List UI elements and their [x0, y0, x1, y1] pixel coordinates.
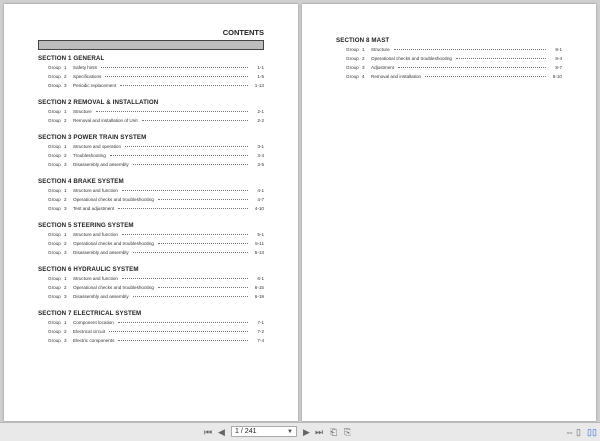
entry-title: Removal and installation of Unit — [73, 118, 138, 123]
toc-entry[interactable] — [38, 188, 264, 197]
toc-entry[interactable] — [38, 162, 264, 171]
entry-page-number: 2-2 — [257, 118, 264, 123]
toc-section — [38, 310, 264, 347]
entry-page-number: 8-4 — [555, 56, 562, 61]
entry-group-label: Group — [48, 338, 61, 343]
section-title[interactable]: SECTION 3 POWER TRAIN SYSTEM — [38, 134, 147, 141]
entry-group-number: 2 — [64, 285, 67, 290]
entry-title: Periodic replacement — [73, 83, 117, 88]
entry-title: Electric components — [73, 338, 115, 343]
entry-title: Safety hints — [73, 65, 98, 70]
dot-leader — [394, 49, 546, 50]
entry-group-number: 3 — [64, 250, 67, 255]
toc-section — [38, 134, 264, 171]
toc-entry[interactable] — [38, 206, 264, 215]
dot-leader — [133, 164, 248, 165]
entry-page-number: 5-1 — [257, 232, 264, 237]
page-number-field[interactable] — [231, 426, 297, 437]
prev-page-icon[interactable]: ◀ — [218, 427, 225, 437]
entry-group-label: Group — [48, 197, 61, 202]
next-page-icon[interactable]: ▶ — [303, 427, 310, 437]
dot-leader — [122, 190, 248, 191]
entry-title: Disassembly and assembly — [73, 250, 129, 255]
entry-group-number: 3 — [362, 65, 365, 70]
section-title[interactable]: SECTION 2 REMOVAL & INSTALLATION — [38, 99, 159, 106]
entry-page-number: 7-1 — [257, 320, 264, 325]
entry-page-number: 3-1 — [257, 144, 264, 149]
toc-entry[interactable] — [38, 250, 264, 259]
entry-group-label: Group — [48, 109, 61, 114]
entry-group-number: 1 — [64, 232, 67, 237]
entry-page-number: 4-1 — [257, 188, 264, 193]
section-title[interactable]: SECTION 6 HYDRAULIC SYSTEM — [38, 266, 139, 273]
toc-entry[interactable] — [38, 109, 264, 118]
dot-leader — [398, 67, 546, 68]
toc-section — [38, 55, 264, 92]
single-page-icon[interactable]: ▯ — [576, 427, 581, 437]
entry-group-label: Group — [48, 294, 61, 299]
contents-title-bar — [38, 40, 264, 50]
fit-width-icon[interactable]: ⇔ — [565, 427, 574, 437]
entry-page-number: 5-11 — [255, 241, 264, 246]
entry-title: Electrical circuit — [73, 329, 105, 334]
dot-leader — [142, 120, 248, 121]
entry-group-number: 1 — [64, 109, 67, 114]
entry-title: Operational checks and troubleshooting — [73, 197, 154, 202]
navigation-toolbar — [0, 422, 600, 441]
entry-group-label: Group — [48, 65, 61, 70]
entry-group-number: 2 — [64, 241, 67, 246]
section-title[interactable]: SECTION 5 STEERING SYSTEM — [38, 222, 134, 229]
entry-group-number: 1 — [64, 276, 67, 281]
entry-title: Operational checks and troubleshooting — [73, 241, 154, 246]
entry-group-number: 1 — [64, 65, 67, 70]
dot-leader — [96, 111, 248, 112]
last-page-icon[interactable]: ⏭ — [315, 427, 324, 437]
entry-title: Structure and operation — [73, 144, 122, 149]
toc-entry[interactable] — [38, 83, 264, 92]
dot-leader — [158, 243, 248, 244]
toc-entry[interactable] — [38, 241, 264, 250]
entry-group-number: 3 — [64, 83, 67, 88]
entry-group-number: 3 — [64, 206, 67, 211]
entry-page-number: 2-1 — [257, 109, 264, 114]
entry-page-number: 1-5 — [257, 74, 264, 79]
entry-group-label: Group — [48, 232, 61, 237]
entry-group-label: Group — [48, 250, 61, 255]
entry-group-number: 2 — [64, 197, 67, 202]
entry-title: Operational checks and troubleshooting — [371, 56, 452, 61]
total-pages: / 241 — [240, 428, 257, 435]
entry-page-number: 5-13 — [254, 250, 264, 255]
toc-section — [38, 99, 264, 127]
toc-entry[interactable] — [38, 65, 264, 74]
entry-title: Test and adjustment — [73, 206, 115, 211]
entry-page-number: 6-19 — [254, 294, 264, 299]
toc-entry[interactable] — [38, 74, 264, 83]
entry-group-label: Group — [48, 188, 61, 193]
entry-group-label: Group — [48, 320, 61, 325]
entry-page-number: 6-15 — [254, 285, 264, 290]
dot-leader — [122, 278, 248, 279]
toc-section — [38, 266, 264, 303]
entry-page-number: 8-7 — [555, 65, 562, 70]
entry-group-label: Group — [48, 206, 61, 211]
entry-page-number: 1-13 — [254, 83, 264, 88]
entry-group-number: 1 — [64, 188, 67, 193]
toc-entry[interactable] — [38, 144, 264, 153]
toc-entry[interactable] — [336, 56, 562, 65]
entry-group-label: Group — [48, 329, 61, 334]
toc-entry[interactable] — [38, 329, 264, 338]
dot-leader — [158, 199, 248, 200]
entry-page-number: 3-5 — [257, 162, 264, 167]
entry-title: Structure and function — [73, 232, 118, 237]
first-page-icon[interactable]: ⏮ — [204, 427, 213, 437]
dot-leader — [456, 58, 546, 59]
section-title[interactable]: SECTION 4 BRAKE SYSTEM — [38, 178, 124, 185]
dot-leader — [118, 208, 248, 209]
entry-title: Troubleshooting — [73, 153, 106, 158]
entry-title: Structure — [371, 47, 390, 52]
section-title[interactable]: SECTION 1 GENERAL — [38, 55, 105, 62]
entry-title: Structure — [73, 109, 92, 114]
entry-page-number: 1-1 — [257, 65, 264, 70]
dot-leader — [425, 76, 546, 77]
entry-group-label: Group — [48, 153, 61, 158]
dot-leader — [109, 331, 248, 332]
dot-leader — [122, 234, 248, 235]
entry-group-label: Group — [48, 83, 61, 88]
toc-entry[interactable] — [38, 197, 264, 206]
entry-page-number: 8-1 — [555, 47, 562, 52]
toc-entry[interactable] — [38, 118, 264, 127]
toc-section — [38, 222, 264, 259]
entry-page-number: 7-4 — [257, 338, 264, 343]
forward-icon[interactable]: ⎘ — [344, 427, 352, 437]
toc-entry[interactable] — [336, 65, 562, 74]
entry-title: Disassembly and assembly — [73, 294, 129, 299]
entry-page-number: 6-1 — [257, 276, 264, 281]
dot-leader — [105, 76, 248, 77]
dot-leader — [133, 252, 248, 253]
toc-section — [336, 37, 562, 83]
entry-group-number: 4 — [362, 74, 365, 79]
entry-group-number: 1 — [362, 47, 365, 52]
dot-leader — [133, 296, 248, 297]
contents-title: CONTENTS — [222, 28, 264, 37]
entry-group-label: Group — [48, 118, 61, 123]
entry-title: Adjustment — [371, 65, 394, 70]
entry-group-label: Group — [346, 56, 359, 61]
dot-leader — [125, 146, 248, 147]
entry-page-number: 4-10 — [254, 206, 264, 211]
toc-entry[interactable] — [38, 153, 264, 162]
toc-section — [38, 178, 264, 215]
left-page — [4, 4, 298, 421]
entry-title: Removal and installation — [371, 74, 422, 79]
entry-group-number: 2 — [64, 329, 67, 334]
entry-page-number: 4-7 — [257, 197, 264, 202]
back-icon[interactable]: ⎗ — [330, 427, 338, 437]
entry-group-number: 2 — [362, 56, 365, 61]
section-title[interactable]: SECTION 7 ELECTRICAL SYSTEM — [38, 310, 142, 317]
entry-page-number: 7-2 — [257, 329, 264, 334]
entry-group-number: 1 — [64, 144, 67, 149]
entry-group-label: Group — [48, 144, 61, 149]
toc-entry[interactable] — [38, 320, 264, 329]
chevron-down-icon[interactable]: ▼ — [287, 428, 293, 435]
entry-title: Specifications — [73, 74, 102, 79]
entry-group-number: 3 — [64, 162, 67, 167]
entry-group-number: 2 — [64, 153, 67, 158]
toc-entry[interactable] — [336, 74, 562, 83]
entry-group-number: 2 — [64, 74, 67, 79]
toc-entry[interactable] — [38, 285, 264, 294]
entry-group-number: 2 — [64, 118, 67, 123]
toc-entry[interactable] — [38, 276, 264, 285]
entry-group-label: Group — [48, 285, 61, 290]
entry-title: Component location — [73, 320, 114, 325]
toc-entry[interactable] — [38, 294, 264, 303]
entry-page-number: 3-4 — [257, 153, 264, 158]
entry-page-number: 8-10 — [552, 74, 562, 79]
entry-title: Structure and function — [73, 276, 118, 281]
dot-leader — [118, 322, 248, 323]
entry-group-label: Group — [346, 47, 359, 52]
entry-group-label: Group — [346, 74, 359, 79]
section-title[interactable]: SECTION 8 MAST — [336, 37, 390, 44]
dot-leader — [120, 85, 248, 86]
current-page[interactable]: 1 — [235, 428, 239, 435]
entry-group-label: Group — [48, 241, 61, 246]
entry-group-number: 3 — [64, 338, 67, 343]
dot-leader — [110, 155, 248, 156]
entry-group-number: 1 — [64, 320, 67, 325]
entry-group-label: Group — [346, 65, 359, 70]
entry-group-label: Group — [48, 162, 61, 167]
entry-title: Operational checks and troubleshooting — [73, 285, 154, 290]
entry-title: Structure and function — [73, 188, 118, 193]
toc-entry[interactable] — [38, 338, 264, 347]
dot-leader — [118, 340, 248, 341]
toc-entry[interactable] — [336, 47, 562, 56]
two-page-icon[interactable]: ▯▯ — [587, 427, 597, 437]
right-page — [302, 4, 596, 421]
entry-title: Disassembly and assembly — [73, 162, 129, 167]
dot-leader — [158, 287, 248, 288]
dot-leader — [101, 67, 248, 68]
entry-group-label: Group — [48, 276, 61, 281]
entry-group-label: Group — [48, 74, 61, 79]
toc-entry[interactable] — [38, 232, 264, 241]
entry-group-number: 3 — [64, 294, 67, 299]
